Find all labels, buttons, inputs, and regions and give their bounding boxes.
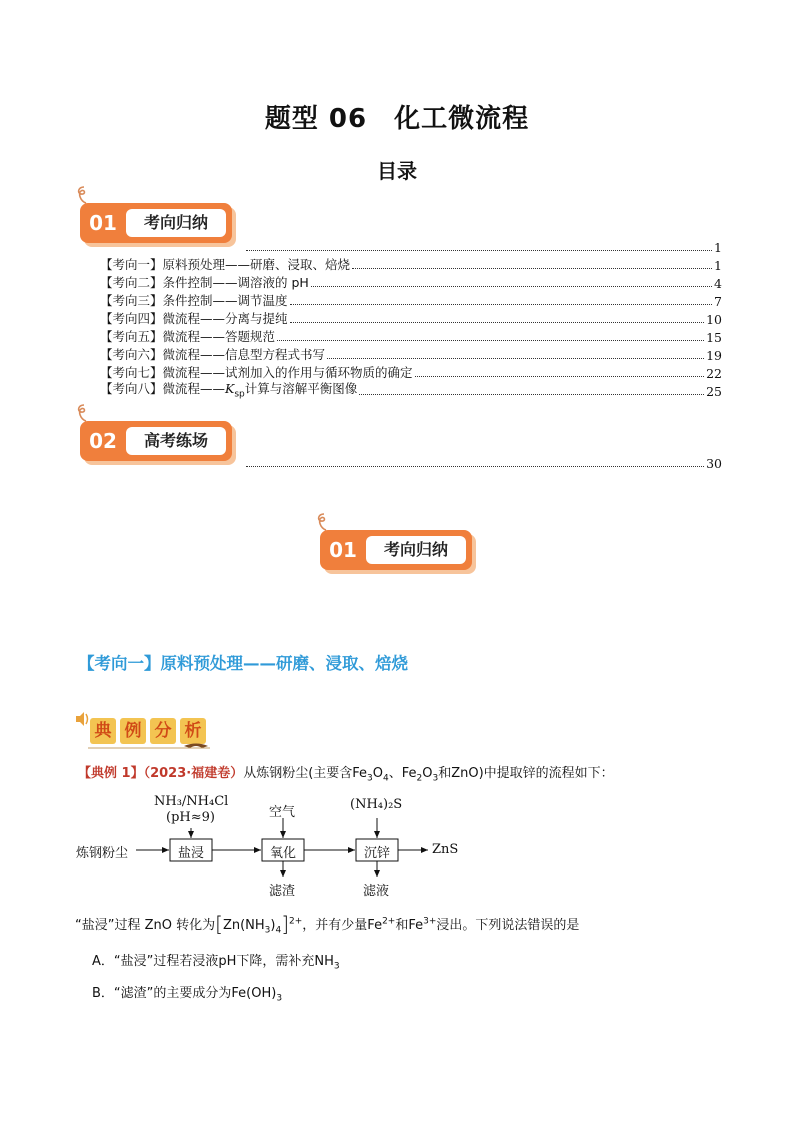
- flow-step: 沉锌: [363, 846, 390, 861]
- banner-char: 例: [124, 721, 142, 741]
- curl-icon: [314, 512, 328, 532]
- question-stem: “盐浸”过程 ZnO 转化为$[Zn(NH_3)_4]^{2+}$，并有少量$Fe^{2+}$和$Fe^{3+}$浸出。下列说法错误的是: [75, 912, 580, 936]
- badge-label: 考向归纳: [366, 536, 466, 564]
- process-flow-diagram: [76, 794, 496, 901]
- banner-char: 典: [94, 721, 112, 741]
- toc-row[interactable]: 【考向二】条件控制——调溶液的 pH 4: [100, 275, 722, 291]
- page-title: 题型 06 化工微流程: [264, 104, 530, 134]
- flow-waste: 滤渣: [269, 884, 296, 899]
- section-badge-02: [80, 421, 240, 465]
- flow-waste: 滤液: [363, 884, 390, 899]
- flow-reagent: (NH₄)₂S: [350, 797, 403, 812]
- toc-row[interactable]: 【考向六】微流程——信息型方程式书写 19: [100, 347, 722, 363]
- badge-number: 02: [89, 429, 117, 453]
- badge-label: 考向归纳: [126, 209, 226, 237]
- flow-reagent-ph: (pH≈9): [166, 810, 215, 825]
- badge-number: 01: [89, 211, 117, 235]
- option-a[interactable]: A．“盐浸”过程若浸液pH下降，需补充$NH_3$: [92, 954, 340, 972]
- section-heading: 【考向一】原料预处理——研磨、浸取、焙烧: [78, 654, 408, 673]
- badge-label: 高考练场: [126, 427, 226, 455]
- toc-row[interactable]: 【考向三】条件控制——调节温度 7: [100, 293, 722, 309]
- example-banner: [74, 708, 214, 752]
- curl-icon: [74, 185, 88, 205]
- example-statement: 【典例 1】（2023·福建卷）从炼钢粉尘(主要含$Fe_3O_4$、$Fe_2O_3$和ZnO)中提取锌的流程如下：: [78, 766, 614, 784]
- option-b[interactable]: B．“滤渣”的主要成分为$Fe(OH)_3$: [92, 986, 283, 1004]
- toc-heading: 目录: [377, 159, 417, 183]
- toc-row[interactable]: 【考向八】微流程$——K_{sp}$计算与溶解平衡图像 25: [100, 380, 722, 399]
- example-label: 【典例 1】（2023·福建卷）: [78, 766, 244, 781]
- section-badge-01-main: [320, 530, 480, 574]
- toc-page: 30: [706, 456, 722, 471]
- toc-row[interactable]: 【考向四】微流程——分离与提纯 10: [100, 311, 722, 327]
- flow-step: 氧化: [269, 846, 296, 861]
- toc-row[interactable]: 【考向五】微流程——答题规范 15: [100, 329, 722, 345]
- curl-icon: [74, 403, 88, 423]
- flow-reagent: NH₃/NH₄Cl: [154, 794, 229, 809]
- flow-output: ZnS: [432, 842, 459, 857]
- badge-number: 01: [329, 538, 357, 562]
- flow-reagent: 空气: [269, 805, 296, 820]
- toc-row[interactable]: 【考向一】原料预处理——研磨、浸取、焙烧 1: [100, 257, 722, 273]
- banner-char: 析: [184, 721, 202, 741]
- flow-step: 盐浸: [177, 846, 204, 861]
- banner-char: 分: [154, 721, 172, 741]
- toc-page: 1: [714, 240, 722, 255]
- toc-row[interactable]: 【考向七】微流程——试剂加入的作用与循环物质的确定 22: [100, 365, 722, 381]
- flow-input: 炼钢粉尘: [76, 846, 129, 861]
- toc-row-badge1[interactable]: [246, 238, 722, 255]
- toc-row-badge2[interactable]: [246, 454, 722, 471]
- section-badge-01: [80, 203, 240, 247]
